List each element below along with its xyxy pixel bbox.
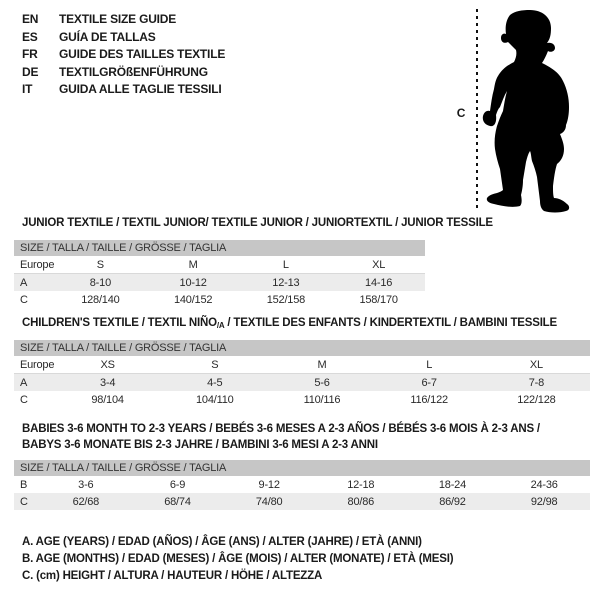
children-title-subscript: /A — [216, 321, 225, 330]
age-cell: 9-12 — [258, 478, 280, 491]
age-cell: 12-13 — [272, 276, 300, 289]
height-cell: 92/98 — [530, 495, 558, 508]
table-row — [14, 256, 425, 274]
table-row — [14, 291, 425, 308]
language-title: GUIDA ALLE TAGLIE TESSILI — [59, 82, 222, 96]
age-cell: 6-7 — [421, 376, 437, 389]
babies-size-header: SIZE / TALLA / TAILLE / GRÖSSE / TAGLIA — [14, 460, 590, 476]
height-cell: 98/104 — [91, 393, 124, 406]
height-cell: 80/86 — [347, 495, 375, 508]
language-row-en — [22, 11, 225, 29]
language-code: ES — [22, 29, 38, 44]
babies-title-line2: BABYS 3-6 MONATE BIS 2-3 JAHRE / BAMBINI 3-6 MESI A 2-3 ANNI — [22, 439, 378, 451]
row-label: Europe — [20, 258, 55, 271]
language-code: EN — [22, 12, 39, 26]
size-cell: XS — [100, 358, 115, 371]
children-section-title — [22, 315, 557, 334]
age-cell: 3-6 — [78, 478, 94, 491]
junior-size-table — [14, 256, 425, 308]
table-row — [14, 476, 590, 493]
row-label: C — [20, 495, 28, 508]
junior-section-title: JUNIOR TEXTILE / TEXTIL JUNIOR/ TEXTILE JUNIOR / JUNIORTEXTIL / JUNIOR TESSILE — [22, 217, 493, 229]
age-cell: 5-6 — [314, 376, 330, 389]
language-title-list — [22, 11, 225, 99]
babies-size-table — [14, 476, 590, 510]
age-cell: 6-9 — [169, 478, 186, 491]
language-title: GUIDE DES TAILLES TEXTILE — [59, 47, 226, 61]
language-row-it — [22, 81, 225, 99]
language-row-de — [22, 64, 225, 82]
size-cell: S — [96, 258, 104, 271]
row-label: A — [20, 376, 28, 389]
babies-section-title — [22, 421, 540, 453]
row-label: C — [20, 293, 28, 306]
language-title: TEXTILGRÖßENFÜHRUNG — [59, 64, 208, 79]
size-cell: M — [188, 258, 198, 271]
language-title: GUÍA DE TALLAS — [59, 29, 156, 44]
height-cell: 128/140 — [81, 293, 120, 306]
baby-silhouette-icon — [482, 8, 592, 214]
legend-line-a: A. AGE (YEARS) / EDAD (AÑOS) / ÂGE (ANS) / ALTER (JAHRE) / ETÀ (ANNI) — [22, 536, 422, 548]
junior-size-header: SIZE / TALLA / TAILLE / GRÖSSE / TAGLIA — [14, 240, 425, 256]
babies-title-line1: BABIES 3-6 MONTH TO 2-3 YEARS / BEBÉS 3-6 MESES A 2-3 AÑOS / BÉBÉS 3-6 MOIS À 2-3 ANS / — [22, 423, 540, 435]
measurement-legend — [22, 534, 453, 586]
size-cell: XL — [529, 358, 543, 371]
row-label: B — [20, 478, 28, 491]
height-cell: 140/152 — [173, 293, 213, 306]
height-cell: 104/110 — [196, 393, 234, 406]
language-code: IT — [22, 82, 33, 96]
size-cell: M — [317, 358, 327, 371]
age-cell: 14-16 — [365, 276, 393, 289]
age-cell: 10-12 — [179, 276, 207, 289]
table-row — [14, 391, 590, 408]
children-size-table — [14, 356, 590, 408]
language-row-es — [22, 29, 225, 47]
size-cell: L — [426, 358, 433, 371]
legend-line-c: C. (cm) HEIGHT / ALTURA / HAUTEUR / HÖHE / ALTEZZA — [22, 570, 323, 583]
language-title: TEXTILE SIZE GUIDE — [59, 12, 177, 26]
children-size-header: SIZE / TALLA / TAILLE / GRÖSSE / TAGLIA — [14, 340, 590, 356]
height-cell: 110/116 — [303, 393, 341, 406]
height-cell: 152/158 — [266, 293, 306, 306]
language-code: FR — [22, 47, 38, 61]
row-label: C — [20, 393, 28, 406]
table-row — [14, 274, 425, 292]
height-cell: 68/74 — [164, 495, 191, 508]
children-title-text: / TEXTILE DES ENFANTS / KINDERTEXTIL / BAMBINI TESSILE — [224, 317, 557, 329]
age-cell: 7-8 — [528, 376, 545, 389]
height-cell: 86/92 — [439, 495, 466, 508]
row-label: Europe — [20, 358, 55, 371]
age-cell: 24-36 — [530, 478, 558, 491]
age-cell: 18-24 — [438, 478, 467, 491]
legend-line-b: B. AGE (MONTHS) / EDAD (MESES) / ÂGE (MOIS) / ALTER (MONATE) / ETÀ (MESI) — [22, 553, 454, 566]
size-cell: L — [282, 258, 289, 271]
children-title-text: CHILDREN'S TEXTILE / TEXTIL NIÑO — [22, 317, 217, 329]
table-row — [14, 374, 590, 392]
height-measure-line — [476, 9, 478, 212]
age-cell: 3-4 — [99, 376, 116, 389]
table-row — [14, 493, 590, 510]
height-cell: 158/170 — [359, 293, 398, 306]
age-cell: 4-5 — [207, 376, 223, 389]
language-row-fr — [22, 46, 225, 64]
language-code: DE — [22, 64, 39, 79]
age-cell: 8-10 — [89, 276, 111, 289]
height-measure-label: C — [456, 106, 466, 120]
height-cell: 74/80 — [255, 495, 283, 508]
height-cell: 116/122 — [410, 393, 448, 406]
age-cell: 12-18 — [347, 478, 375, 491]
table-row — [14, 356, 590, 374]
height-cell: 122/128 — [517, 393, 556, 406]
height-cell: 62/68 — [72, 495, 100, 508]
size-cell: S — [211, 358, 219, 371]
size-cell: XL — [372, 258, 386, 271]
row-label: A — [20, 276, 28, 289]
